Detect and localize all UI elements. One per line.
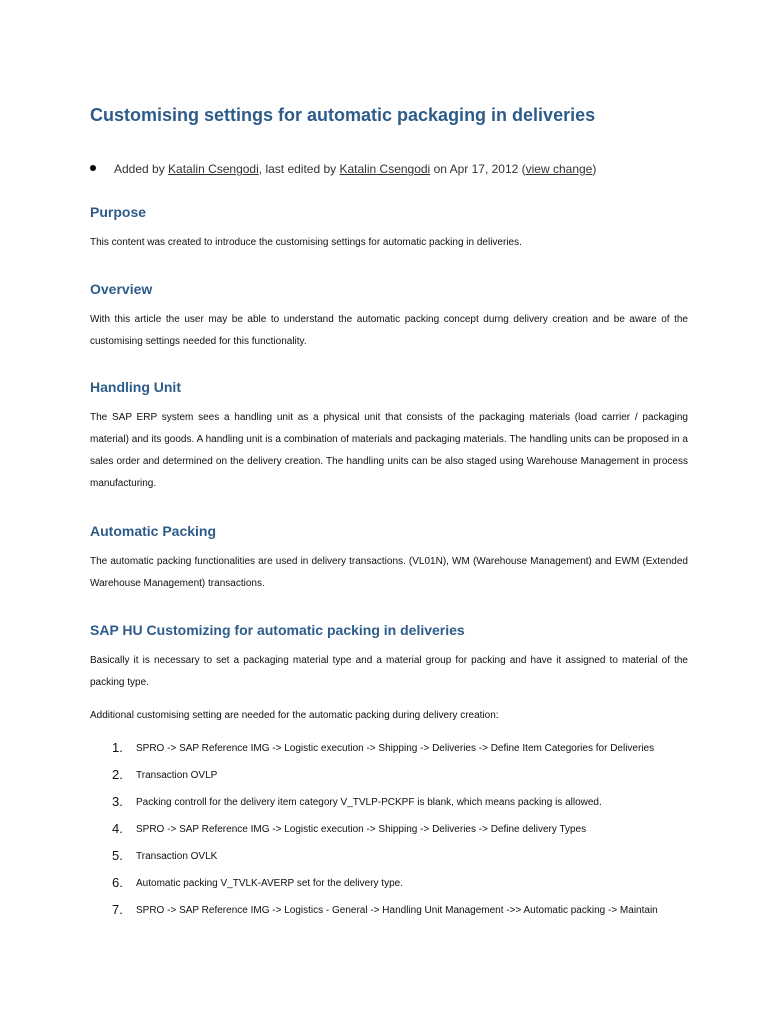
list-item-text: Automatic packing V_TVLK-AVERP set for the delivery type. bbox=[136, 878, 403, 889]
list-item bbox=[90, 767, 700, 794]
author-link[interactable]: Katalin Csengodi bbox=[168, 162, 259, 176]
customising-steps-list bbox=[90, 740, 700, 929]
added-by-label: Added by bbox=[114, 162, 169, 176]
bullet-icon bbox=[90, 165, 96, 171]
list-number: 5. bbox=[112, 848, 123, 863]
list-number: 2. bbox=[112, 767, 123, 782]
list-item bbox=[90, 740, 700, 767]
view-change-link[interactable]: view change bbox=[525, 162, 593, 176]
list-item bbox=[90, 821, 700, 848]
date-text: on Apr 17, 2012 ( bbox=[430, 162, 526, 176]
metadata-text bbox=[114, 162, 596, 176]
list-item-text: SPRO -> SAP Reference IMG -> Logistics - General -> Handling Unit Management ->> Automatic packing -> Maintain bbox=[136, 905, 658, 916]
editor-link[interactable]: Katalin Csengodi bbox=[339, 162, 431, 176]
overview-heading: Overview bbox=[90, 281, 153, 297]
last-edited-label: , last edited by bbox=[258, 162, 340, 176]
page-title: Customising settings for automatic packaging in deliveries bbox=[90, 105, 596, 125]
list-number: 3. bbox=[112, 794, 123, 809]
overview-text: With this article the user may be able to understand the automatic packing concept durng delivery creation and be aware of the customising settings needed for this functionality. bbox=[90, 314, 688, 347]
list-item-text: Packing controll for the delivery item category V_TVLP-PCKPF is blank, which means packing is allowed. bbox=[136, 797, 602, 808]
list-item-text: SPRO -> SAP Reference IMG -> Logistic execution -> Shipping -> Deliveries -> Define Item Categories for Deliveries bbox=[136, 743, 655, 754]
sap-hu-heading: SAP HU Customizing for automatic packing in deliveries bbox=[90, 622, 465, 638]
list-number: 1. bbox=[112, 740, 123, 755]
close-paren: ) bbox=[592, 162, 597, 176]
handling-unit-text: The SAP ERP system sees a handling unit as a physical unit that consists of the packaging materials (load carrier / packaging material) and its goods. A handling unit is a combination of materials and packaging materials. The handling units can be proposed in a sales order and determined on the delivery creation. The handling units can be also staged using Warehouse Management in process manufacturing. bbox=[90, 412, 688, 489]
list-number: 4. bbox=[112, 821, 123, 836]
list-item bbox=[90, 875, 700, 902]
list-number: 6. bbox=[112, 875, 123, 890]
list-number: 7. bbox=[112, 902, 123, 917]
list-item-text: Transaction OVLP bbox=[136, 770, 218, 781]
automatic-packing-heading: Automatic Packing bbox=[90, 523, 217, 539]
purpose-heading: Purpose bbox=[90, 204, 147, 220]
automatic-packing-text: The automatic packing functionalities are used in delivery transactions. (VL01N), WM (Warehouse Management) and EWM (Extended Warehouse Management) transactions. bbox=[90, 556, 688, 589]
list-item bbox=[90, 794, 700, 821]
purpose-text: This content was created to introduce the customising settings for automatic packing in deliveries. bbox=[90, 237, 522, 248]
sap-hu-text-additional: Additional customising setting are needed for the automatic packing during delivery creation: bbox=[90, 710, 499, 721]
list-item-text: SPRO -> SAP Reference IMG -> Logistic execution -> Shipping -> Deliveries -> Define delivery Types bbox=[136, 824, 587, 835]
handling-unit-heading: Handling Unit bbox=[90, 379, 181, 395]
list-item bbox=[90, 902, 700, 929]
sap-hu-text: Basically it is necessary to set a packaging material type and a material group for packing and have it assigned to material of the packing type. bbox=[90, 655, 688, 688]
list-item bbox=[90, 848, 700, 875]
list-item-text: Transaction OVLK bbox=[136, 851, 218, 862]
